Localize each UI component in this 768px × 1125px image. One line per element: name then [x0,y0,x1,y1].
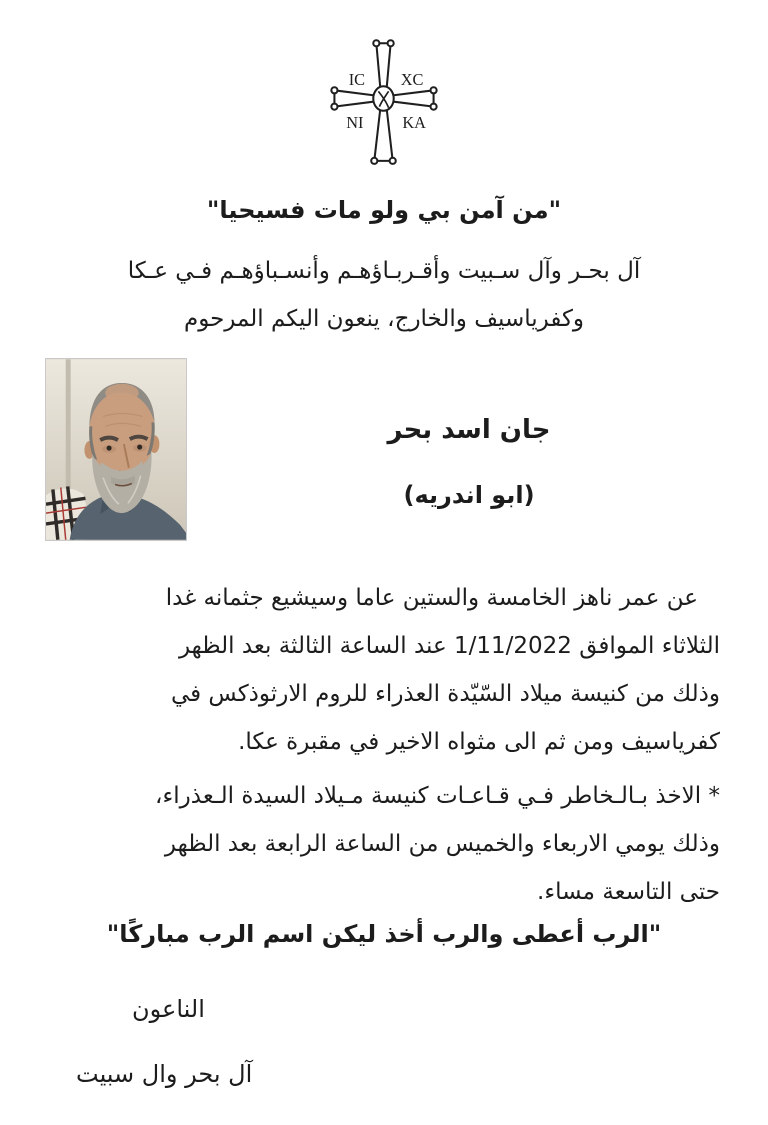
condolences-line-2: وذلك يومي الاربعاء والخميس من الساعة الرابعة بعد الظهر [164,831,720,857]
mourners-names: آل بحر وال سبيت [76,1060,253,1088]
cross-left-arm [334,90,374,106]
announcement-line-1: آل بحـر وآل سـبيت وأقـربـاؤهـم وأنسـباؤهـم فـي عـكا [127,258,641,284]
cross-letter-ic: IC [348,70,366,90]
announcement-line-2: وكفرياسيف والخارج، ينعون اليكم المرحوم [183,306,585,332]
funeral-line-2: الثلاثاء الموافق 1/11/2022 عند الساعة الثالثة بعد الظهر [178,633,720,659]
condolences-line-1: * الاخذ بـالـخاطر فـي قـاعـات كنيسة مـيلاد السيدة الـعذراء، [155,783,720,809]
portrait-graphic [46,359,186,540]
orthodox-cross-icon [325,30,443,168]
funeral-line-4: كفرياسيف ومن ثم الى مثواه الاخير في مقبرة عكا. [238,729,720,755]
cross-letter-ka: KA [402,113,426,133]
cross-top-arm [376,43,390,89]
cross-graphic [325,30,443,168]
portrait-bald-crown [105,384,139,402]
cross-right-arm [393,90,434,106]
cross-letter-xc: XC [400,70,424,90]
closing-verse: "الرب أعطى والرب أخذ ليكن اسم الرب مباركًا" [106,920,662,948]
portrait-eye-right [137,444,142,449]
funeral-line-3: وذلك من كنيسة ميلاد السّيّدة العذراء للروم الارثوذكس في [170,681,720,707]
deceased-photo [45,358,187,541]
portrait-eye-left [107,445,112,450]
deceased-name: جان اسد بحر [387,415,551,445]
deceased-kunya: (ابو اندريه) [403,481,535,509]
cross-letter-ni: NI [346,113,364,133]
cross-bottom-arm [374,108,392,161]
mourners-label: الناعون [132,995,205,1023]
funeral-line-1: عن عمر ناهز الخامسة والستين عاما وسيشيع جثمانه غدا [165,585,698,611]
condolences-line-3: حتى التاسعة مساء. [537,879,720,905]
verse-headline: "من آمن بي ولو مات فسيحيا" [206,196,562,224]
